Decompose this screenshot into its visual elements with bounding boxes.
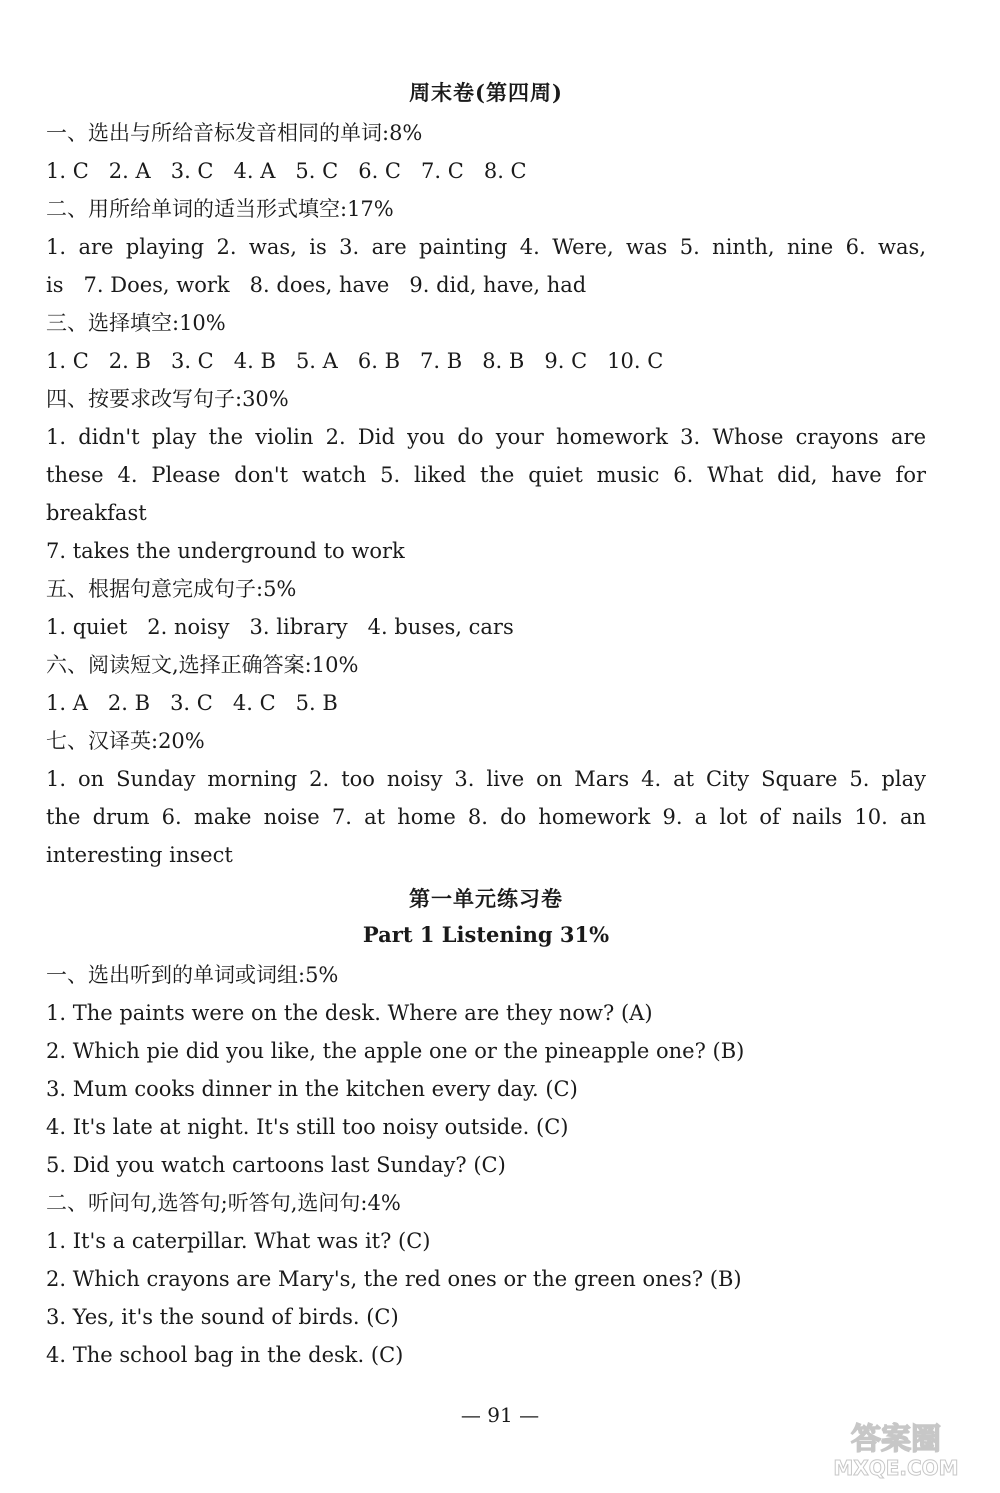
- unit-section-parts: [46, 956, 926, 1374]
- part-heading: 二、用所给单词的适当形式填空:17%: [46, 197, 394, 221]
- answer-line: 7. takes the underground to work: [46, 539, 405, 563]
- answer-line: 2. Which crayons are Mary's, the red ones or the green ones? (B): [46, 1267, 742, 1291]
- part-heading: 四、按要求改写句子:30%: [46, 387, 289, 411]
- answer-line: 1. C 2. B 3. C 4. B 5. A 6. B 7. B 8. B 9. C 10. C: [46, 349, 664, 373]
- answer-line: 1. C 2. A 3. C 4. A 5. C 6. C 7. C 8. C: [46, 159, 527, 183]
- watermark-site: MXQE.COM: [833, 1456, 959, 1480]
- answer-line: 1. are playing 2. was, is 3. are painting 4. Were, was 5. ninth, nine 6. was,: [46, 235, 926, 259]
- answer-line: 1. The paints were on the desk. Where are they now? (A): [46, 1001, 653, 1025]
- answer-line: these 4. Please don't watch 5. liked the quiet music 6. What did, have for: [46, 463, 926, 487]
- part-heading: 二、听问句,选答句;听答句,选问句:4%: [46, 1191, 401, 1215]
- answer-line: 4. The school bag in the desk. (C): [46, 1343, 404, 1367]
- part-heading: 六、阅读短文,选择正确答案:10%: [46, 653, 359, 677]
- watermark-text: 答案圈: [851, 1422, 941, 1457]
- answer-line: 3. Yes, it's the sound of birds. (C): [46, 1305, 399, 1329]
- answer-line: 5. Did you watch cartoons last Sunday? (C): [46, 1153, 506, 1177]
- part-heading: 五、根据句意完成句子:5%: [46, 577, 297, 601]
- answer-line: 1. quiet 2. noisy 3. library 4. buses, cars: [46, 615, 514, 639]
- answer-line: 1. A 2. B 3. C 4. C 5. B: [46, 691, 338, 715]
- answer-line: interesting insect: [46, 843, 233, 867]
- answer-line: 1. didn't play the violin 2. Did you do your homework 3. Whose crayons are: [46, 425, 926, 449]
- answer-line: 1. It's a caterpillar. What was it? (C): [46, 1229, 431, 1253]
- part-heading: 七、汉译英:20%: [46, 729, 205, 753]
- unit-section-subtitle: Part 1 Listening 31%: [362, 922, 610, 947]
- part-heading: 一、选出与所给音标发音相同的单词:8%: [46, 121, 423, 145]
- answer-line: 4. It's late at night. It's still too noisy outside. (C): [46, 1115, 569, 1139]
- week-section-title: 周末卷(第四周): [409, 80, 563, 105]
- answer-line: 1. on Sunday morning 2. too noisy 3. live on Mars 4. at City Square 5. play: [46, 767, 926, 791]
- part-heading: 一、选出听到的单词或词组:5%: [46, 963, 339, 987]
- page-number: — 91 —: [460, 1403, 540, 1427]
- answer-line: 3. Mum cooks dinner in the kitchen every day. (C): [46, 1077, 578, 1101]
- answer-page: [46, 78, 926, 1374]
- answer-line: breakfast: [46, 501, 147, 525]
- answer-line: the drum 6. make noise 7. at home 8. do homework 9. a lot of nails 10. an: [46, 805, 926, 829]
- week-section-parts: [46, 114, 926, 874]
- part-heading: 三、选择填空:10%: [46, 311, 226, 335]
- answer-line: 2. Which pie did you like, the apple one or the pineapple one? (B): [46, 1039, 745, 1063]
- watermark-logo: [806, 1415, 986, 1483]
- unit-section-title: 第一单元练习卷: [409, 886, 563, 911]
- answer-line: is 7. Does, work 8. does, have 9. did, have, had: [46, 273, 587, 297]
